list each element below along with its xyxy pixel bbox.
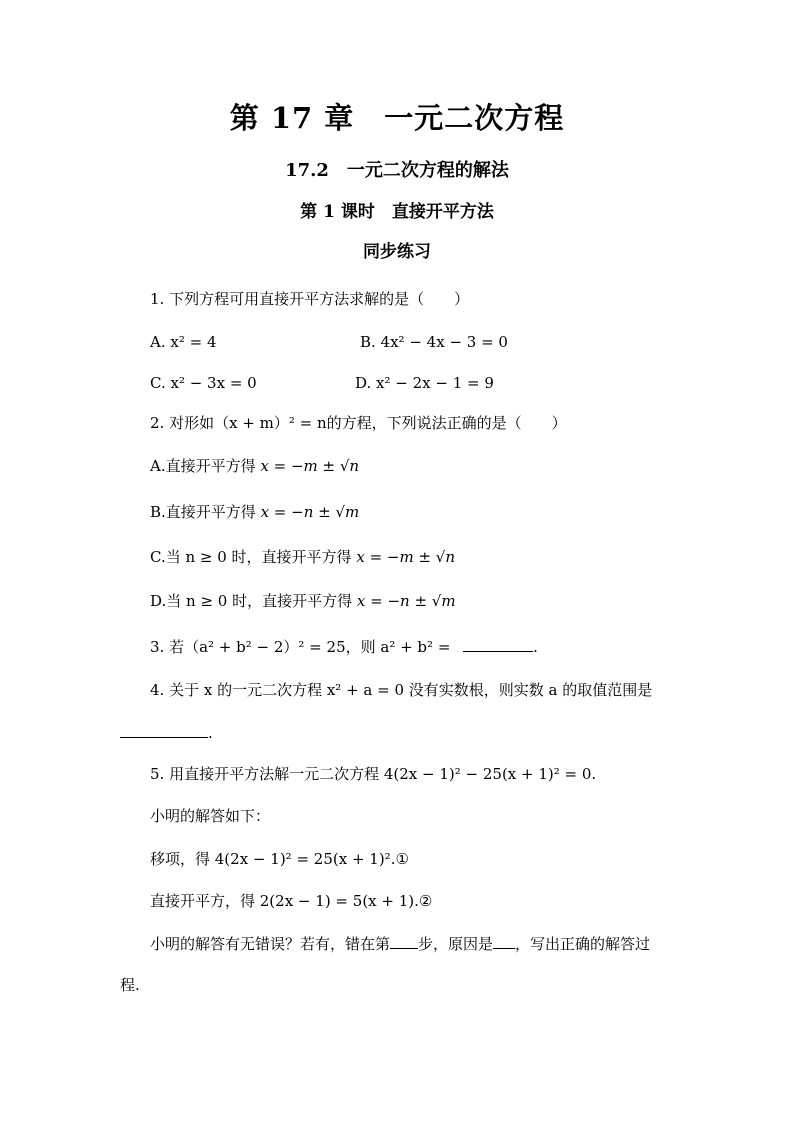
- q5-intro: 小明的解答如下：: [150, 807, 271, 825]
- q4-stem: 4. 关于 x 的一元二次方程 x² + a = 0 没有实数根，则实数 a 的取值范围是: [150, 681, 653, 699]
- lesson-title: 第 1 课时 直接开平方法: [300, 202, 494, 222]
- q2-option-b: [150, 502, 359, 522]
- q5-question-part-c: ，写出正确的解答过: [515, 935, 651, 953]
- q5-stem: 5. 用直接开平方法解一元二次方程 4(2x − 1)² − 25(x + 1)² = 0.: [150, 765, 597, 783]
- q5-reason-blank[interactable]: [493, 933, 515, 949]
- q3-end: .: [533, 638, 538, 656]
- q2-option-c: [150, 547, 455, 567]
- q2-option-c-prefix: C.当 n ≥ 0 时，直接开平方得: [150, 548, 352, 566]
- q2-stem: 2. 对形如（x + m）² = n的方程，下列说法正确的是（ ）: [150, 414, 567, 432]
- q2-option-d-formula: x = −n ± √m: [356, 592, 456, 610]
- q2-option-b-formula: x = −n ± √m: [260, 503, 360, 521]
- section-title: 17.2 一元二次方程的解法: [285, 160, 509, 181]
- q2-option-d-prefix: D.当 n ≥ 0 时，直接开平方得: [150, 592, 353, 610]
- q5-question-part-b: 步，原因是: [418, 935, 494, 953]
- q5-step-blank[interactable]: [390, 933, 418, 949]
- q1-option-d: D. x² − 2x − 1 = 9: [355, 374, 494, 392]
- q4-answer-line: [120, 722, 213, 743]
- q3-stem: 3. 若（a² + b² − 2）² = 25，则 a² + b² =: [150, 638, 451, 656]
- q5-question-part-a: 小明的解答有无错误？若有，错在第: [150, 935, 391, 953]
- q2-option-a-formula: x = −m ± √n: [260, 457, 360, 475]
- q3-line: [150, 636, 538, 657]
- q5-step-1: 移项，得 4(2x − 1)² = 25(x + 1)².①: [150, 850, 409, 868]
- chapter-title: 第 17 章 一元二次方程: [229, 101, 565, 135]
- q4-end: .: [208, 724, 213, 742]
- q2-option-d: [150, 591, 456, 611]
- q2-option-b-prefix: B.直接开平方得: [150, 503, 256, 521]
- q1-stem: 1. 下列方程可用直接开平方法求解的是（ ）: [150, 290, 470, 308]
- q1-option-a: A. x² = 4: [150, 333, 217, 351]
- q2-option-a: [150, 456, 359, 476]
- q2-option-c-formula: x = −m ± √n: [356, 548, 456, 566]
- q5-question: [150, 933, 650, 954]
- q4-answer-blank[interactable]: [120, 722, 208, 738]
- q1-option-b: B. 4x² − 4x − 3 = 0: [360, 333, 508, 351]
- q5-step-2: 直接开平方，得 2(2x − 1) = 5(x + 1).②: [150, 892, 433, 910]
- q5-question-end: 程.: [120, 976, 140, 994]
- q1-option-c: C. x² − 3x = 0: [150, 374, 257, 392]
- q2-option-a-prefix: A.直接开平方得: [150, 457, 256, 475]
- q3-answer-blank[interactable]: [463, 636, 533, 652]
- exercise-subtitle: 同步练习: [363, 242, 431, 262]
